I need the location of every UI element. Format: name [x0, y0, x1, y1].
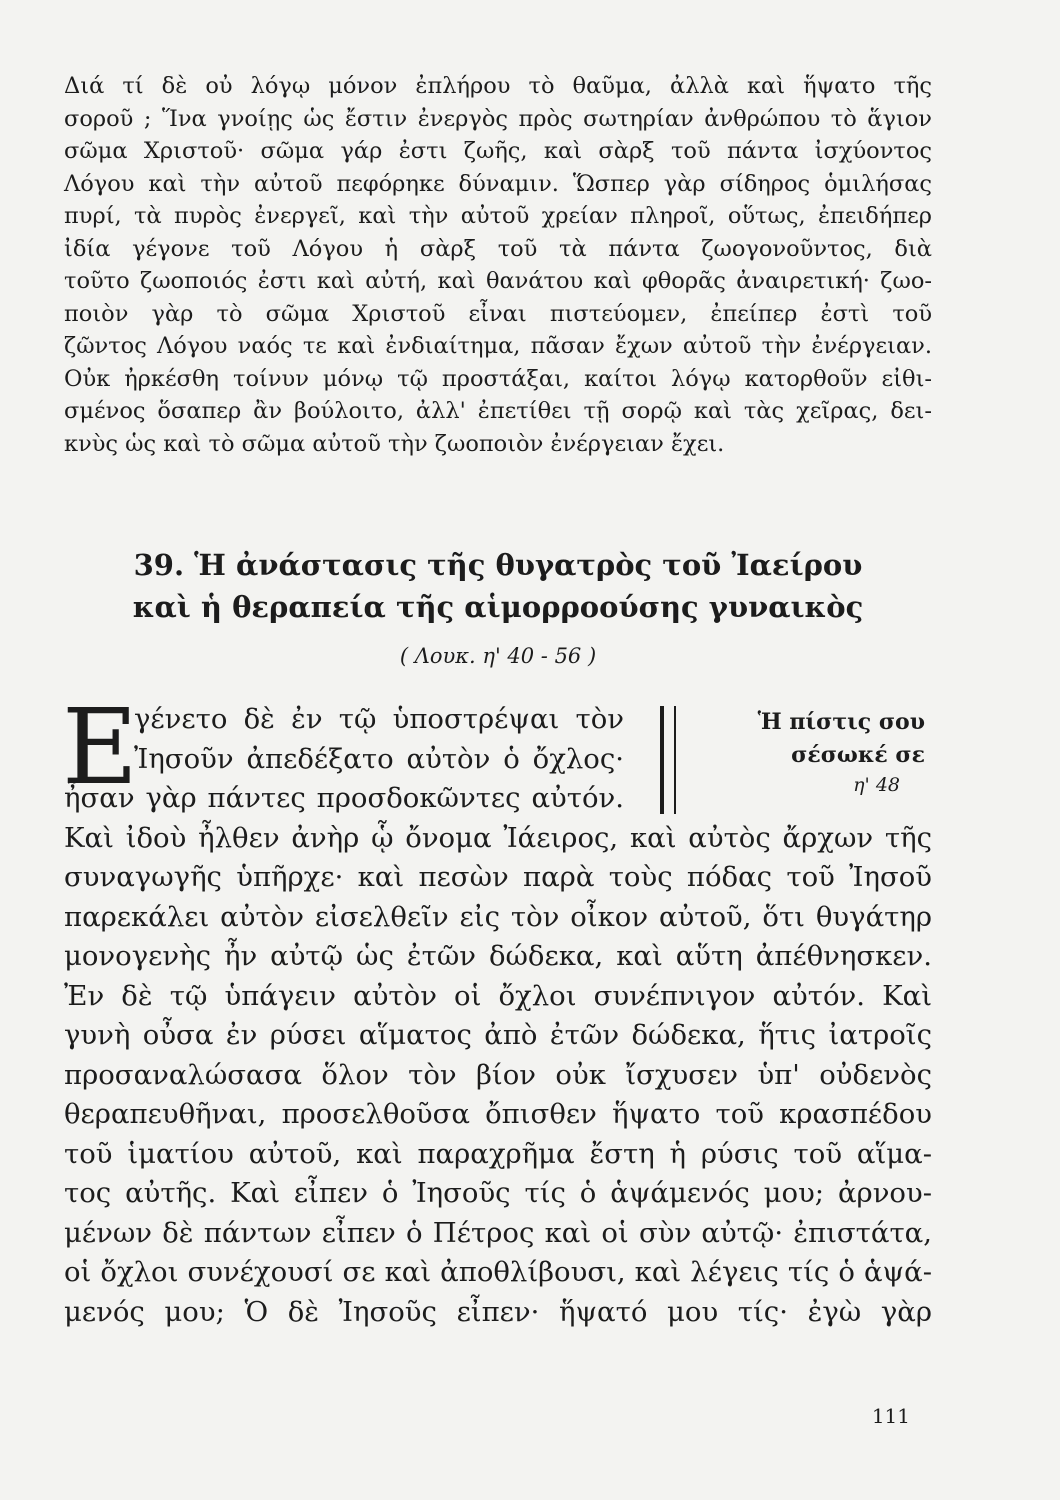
text-line: Ἰησοῦν ἀπεδέξατο αὐτὸν ὁ ὄχλος·: [134, 742, 624, 775]
section-reference: ( Λουκ. η' 40 - 56 ): [399, 644, 597, 668]
text-line: Λόγου καὶ τὴν αὐτοῦ πεφόρηκε δύναμιν. Ὥσπερ γὰρ σίδηρος ὁμιλήσας: [64, 170, 932, 197]
section-title: [64, 544, 932, 628]
text-line: τοῦτο ζωοποιός ἐστι καὶ αὐτή, καὶ θανάτου καὶ φθορᾶς ἀναιρετική· ζωο-: [64, 268, 932, 294]
text-line: πυρί, τὰ πυρὸς ἐνεργεῖ, καὶ τὴν αὐτοῦ χρείαν πληροῖ, οὕτως, ἐπειδήπερ: [64, 203, 932, 229]
text-line: κνὺς ὡς καὶ τὸ σῶμα αὐτοῦ τὴν ζωοποιὸν ἐνέργειαν ἔχει.: [64, 430, 725, 457]
margin-note-reference: η' 48: [853, 774, 900, 796]
text-line: Ἐν δὲ τῷ ὑπάγειν αὐτὸν οἱ ὄχλοι συνέπνιγον αὐτόν. Καὶ: [64, 979, 932, 1012]
margin-note: [690, 706, 925, 772]
text-line: ποιὸν γὰρ τὸ σῶμα Χριστοῦ εἶναι πιστεύομεν, ἐπείπερ ἐστὶ τοῦ: [64, 300, 932, 327]
section-title-line: καὶ ἡ θεραπεία τῆς αἱμορροούσης γυναικὸς: [132, 590, 864, 624]
text-line: σῶμα Χριστοῦ· σῶμα γάρ ἐστι ζωῆς, καὶ σὰρξ τοῦ πάντα ἰσχύοντος: [64, 138, 932, 164]
text-line: Καὶ ἰδοὺ ἦλθεν ἀνὴρ ᾧ ὄνομα Ἰάειρος, καὶ αὐτὸς ἄρχων τῆς: [64, 821, 932, 854]
margin-divider: [660, 706, 676, 814]
text-line: τοῦ ἱματίου αὐτοῦ, καὶ παραχρῆμα ἔστη ἡ ρύσις τοῦ αἵμα-: [64, 1137, 932, 1170]
text-line: θεραπευθῆναι, προσελθοῦσα ὄπισθεν ἥψατο τοῦ κρασπέδου: [64, 1098, 932, 1130]
drop-cap: Ε: [62, 686, 138, 808]
text-line: γένετο δὲ ἐν τῷ ὑποστρέψαι τὸν: [134, 703, 624, 735]
page-number: 111: [871, 1404, 910, 1428]
text-line: γυνὴ οὖσα ἐν ρύσει αἵματος ἀπὸ ἐτῶν δώδεκα, ἥτις ἰατροῖς: [64, 1019, 932, 1051]
text-line: Οὐκ ἠρκέσθη τοίνυν μόνῳ τῷ προστάξαι, καίτοι λόγῳ κατορθοῦν εἰθι-: [64, 365, 932, 392]
text-line: μενός μου; Ὁ δὲ Ἰησοῦς εἶπεν· ἥψατό μου τίς· ἐγὼ γὰρ: [64, 1295, 932, 1328]
text-line: μονογενὴς ἦν αὐτῷ ὡς ἐτῶν δώδεκα, καὶ αὕτη ἀπέθνησκεν.: [64, 940, 932, 972]
text-line: σοροῦ ; Ἵνα γνοίῃς ὡς ἔστιν ἐνεργὸς πρὸς σωτηρίαν ἀνθρώπου τὸ ἅγιον: [64, 105, 932, 132]
text-line: μένων δὲ πάντων εἶπεν ὁ Πέτρος καὶ οἱ σὺν αὐτῷ· ἐπιστάτα,: [64, 1216, 932, 1249]
text-line: παρεκάλει αὐτὸν εἰσελθεῖν εἰς τὸν οἶκον αὐτοῦ, ὅτι θυγάτηρ: [64, 900, 932, 933]
text-line: τος αὐτῆς. Καὶ εἶπεν ὁ Ἰησοῦς τίς ὁ ἁψάμενός μου; ἀρνου-: [64, 1177, 932, 1209]
text-line: ἦσαν γὰρ πάντες προσδοκῶντες αὐτόν.: [64, 782, 624, 814]
text-line: ἰδία γέγονε τοῦ Λόγου ἡ σὰρξ τοῦ τὰ πάντα ζωογονοῦντος, διὰ: [64, 235, 932, 262]
text-line: Διά τί δὲ οὐ λόγῳ μόνον ἐπλήρου τὸ θαῦμα, ἀλλὰ καὶ ἥψατο τῆς: [64, 73, 932, 99]
section-title-line: 39. Ἡ ἀνάστασις τῆς θυγατρὸς τοῦ Ἰαείρου: [133, 548, 863, 582]
text-line: συναγωγῆς ὑπῆρχε· καὶ πεσὼν παρὰ τοὺς πόδας τοῦ Ἰησοῦ: [64, 861, 932, 893]
text-line: σμένος ὅσαπερ ἂν βούλοιτο, ἀλλ' ἐπετίθει τῇ σορῷ καὶ τὰς χεῖρας, δει-: [64, 398, 932, 424]
text-line: προσαναλώσασα ὅλον τὸν βίον οὐκ ἴσχυσεν ὑπ' οὐδενὸς: [64, 1058, 932, 1091]
text-line: οἱ ὄχλοι συνέχουσί σε καὶ ἀποθλίβουσι, καὶ λέγεις τίς ὁ ἁψά-: [64, 1256, 932, 1288]
margin-note-line: σέσωκέ σε: [791, 742, 925, 768]
text-line: ζῶντος Λόγου ναός τε καὶ ἐνδιαίτημα, πᾶσαν ἔχων αὐτοῦ τὴν ἐνέργειαν.: [64, 333, 932, 359]
margin-note-line: Ἡ πίστις σου: [757, 709, 925, 735]
top-paragraph: [64, 70, 932, 460]
